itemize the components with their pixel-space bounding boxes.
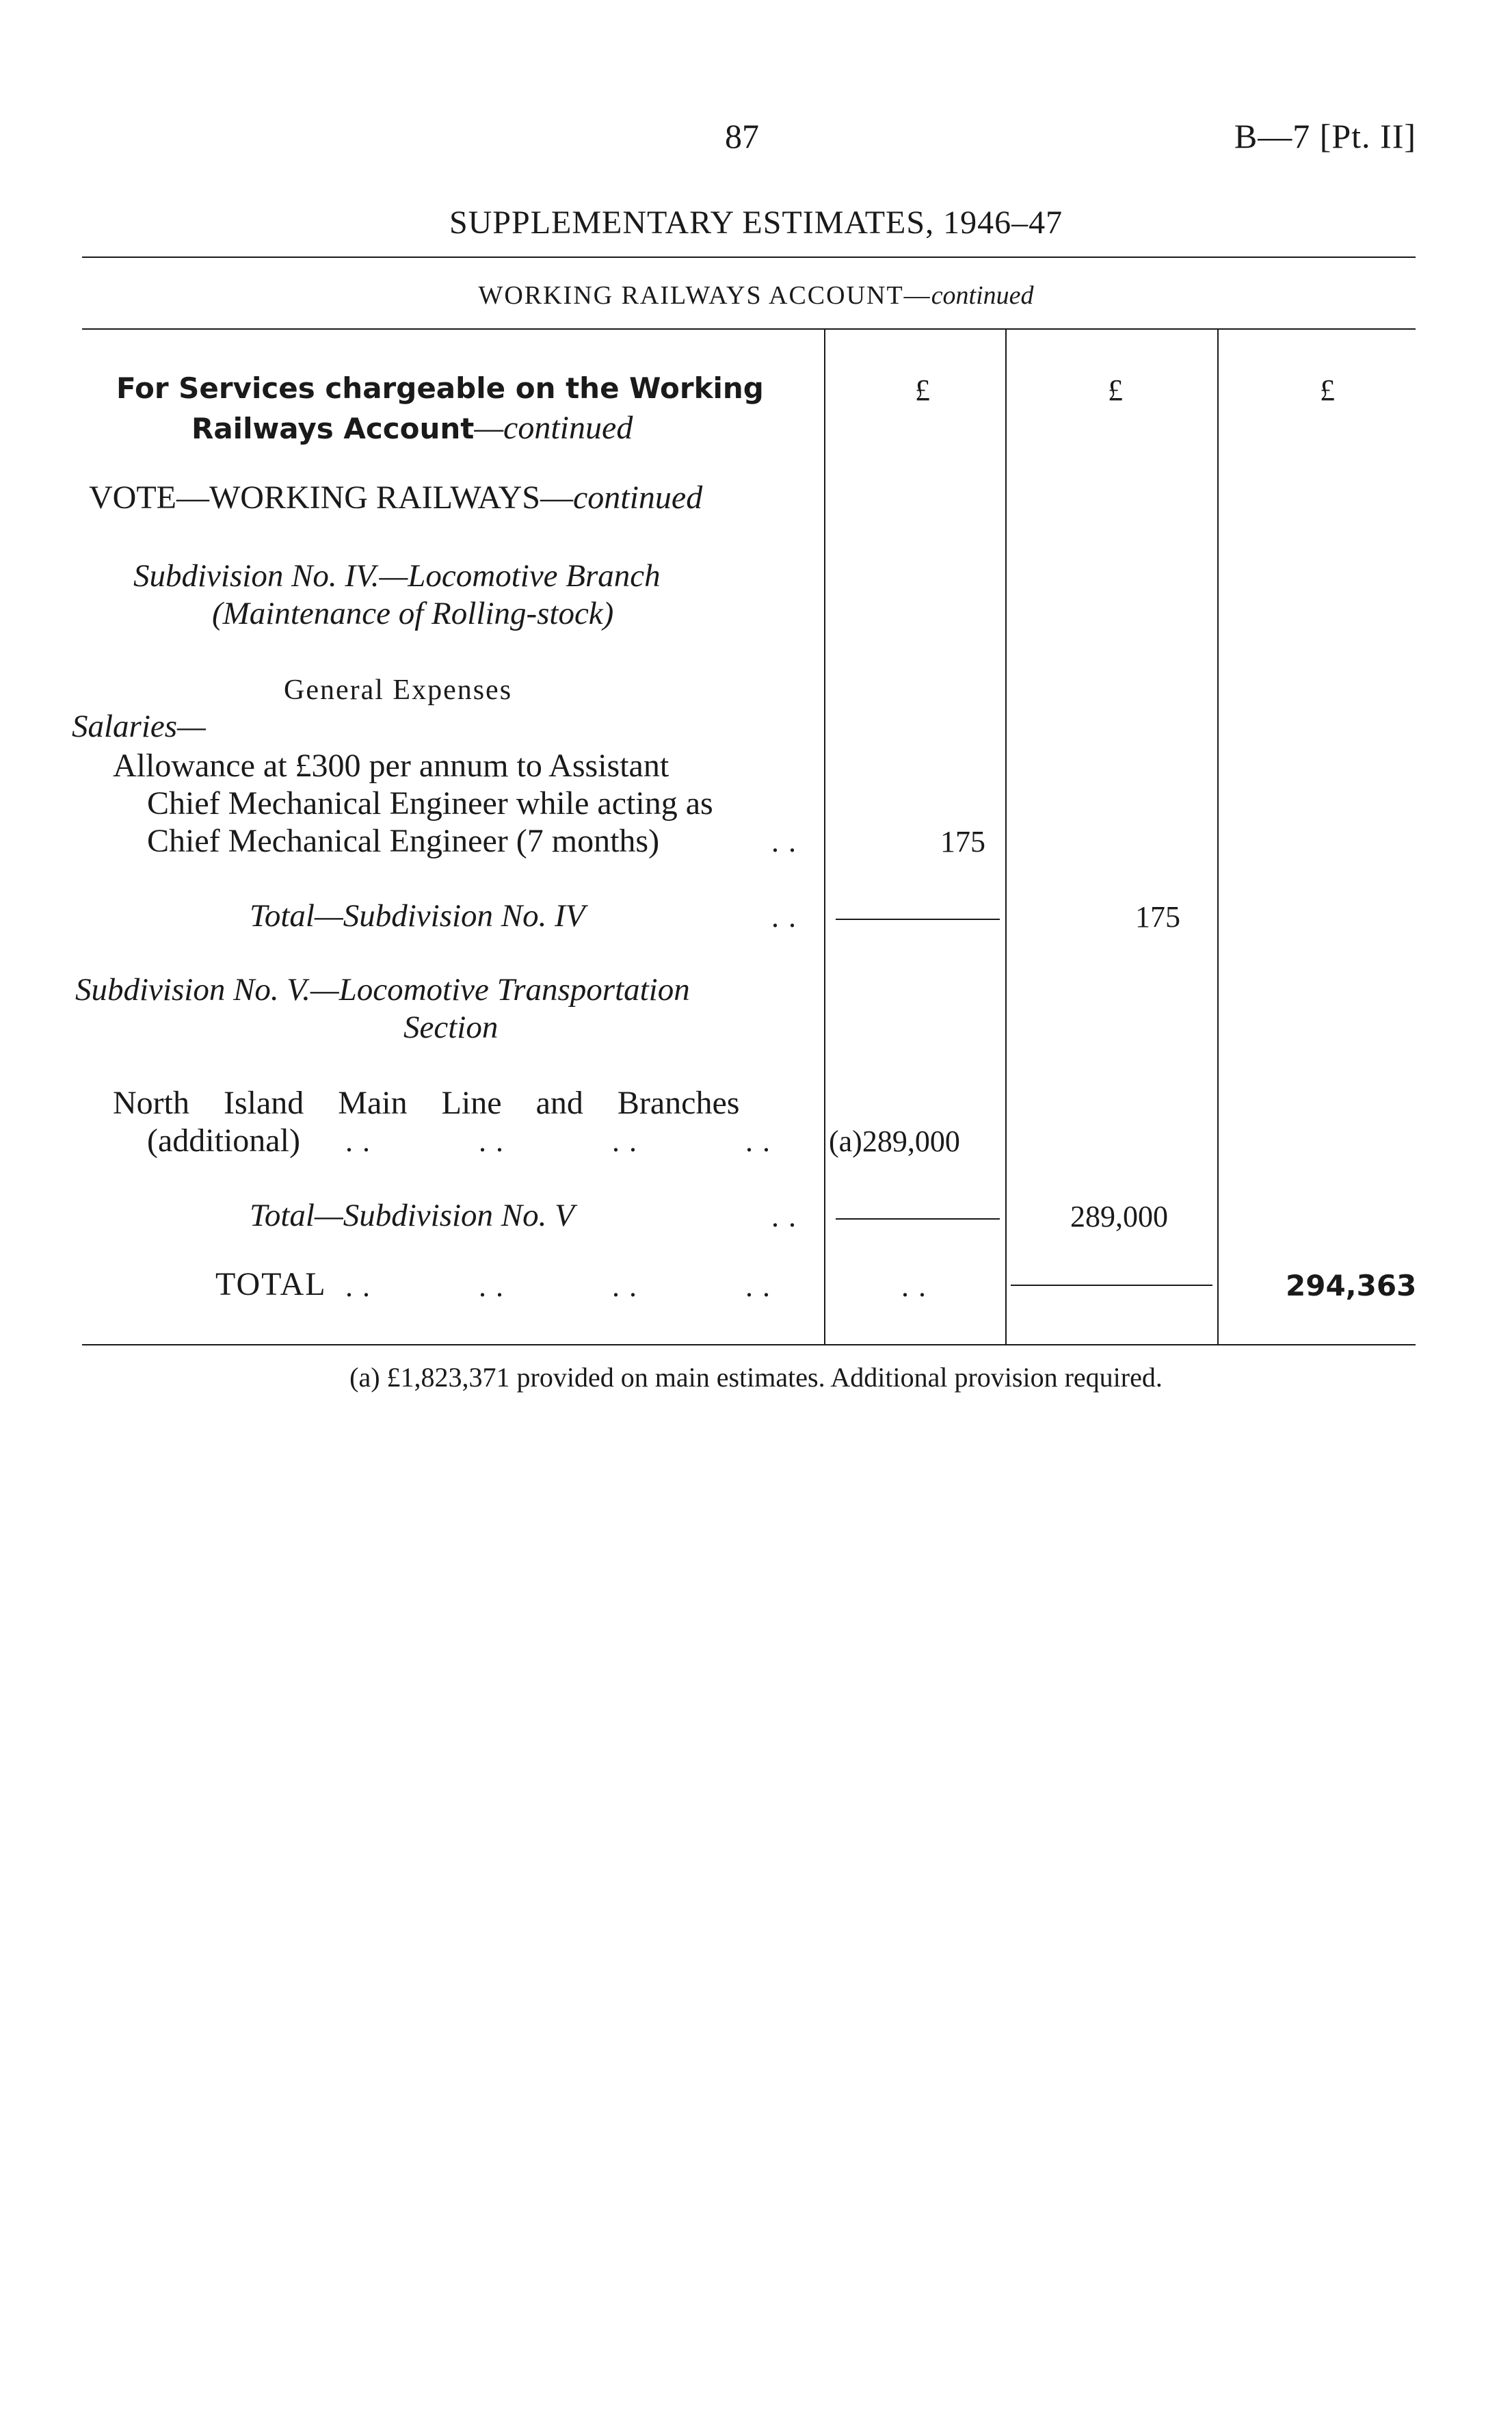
allowance-line1: Allowance at £300 per annum to Assistant <box>113 748 669 784</box>
column-header-1: £ <box>915 373 930 407</box>
subdivision-4-line2: (Maintenance of Rolling-stock) <box>212 596 614 631</box>
column-divider-3 <box>1217 330 1219 1345</box>
column-header-2: £ <box>1108 373 1123 407</box>
services-heading-line1: For Services chargeable on the Working <box>116 371 764 405</box>
column-divider-2 <box>1005 330 1007 1345</box>
document-reference: B—7 [Pt. II] <box>1234 117 1416 155</box>
services-heading-bold: Railways Account <box>191 412 475 445</box>
general-expenses-heading: General Expenses <box>284 674 513 706</box>
column-divider-1 <box>824 330 825 1345</box>
north-island-amount: (a)289,000 <box>829 1125 960 1158</box>
table-top-rule <box>82 328 1416 330</box>
subtotal-rule-5 <box>836 1218 1000 1220</box>
grand-total-amount: 294,363 <box>1286 1269 1417 1302</box>
north-island-leader-dots: .. .. .. .. <box>345 1125 780 1158</box>
subdivision-5-line1: Subdivision No. V.—Locomotive Transportation <box>75 972 690 1008</box>
footnote: (a) £1,823,371 provided on main estimates. Additional provision required. <box>349 1362 1163 1393</box>
allowance-line3: Chief Mechanical Engineer (7 months) <box>147 823 660 859</box>
vote-main: VOTE—WORKING RAILWAYS— <box>89 479 573 516</box>
page-number: 87 <box>725 117 759 155</box>
subdivision-5-line2: Section <box>403 1010 499 1045</box>
table-bottom-rule <box>82 1344 1416 1345</box>
north-island-line1: North Island Main Line and Branches <box>113 1085 740 1121</box>
services-heading-line2 <box>191 409 633 447</box>
title-rule <box>82 257 1416 258</box>
grand-total-rule <box>1011 1285 1212 1286</box>
total-subdivision-5-dots: .. <box>771 1200 806 1233</box>
grand-total-col1-dots: .. <box>901 1270 936 1303</box>
vote-heading <box>89 479 702 516</box>
subtotal-rule-4 <box>836 919 1000 920</box>
grand-total-leader-dots: .. .. .. .. <box>345 1270 780 1303</box>
north-island-line2: (additional) <box>147 1122 300 1159</box>
total-subdivision-5-label: Total—Subdivision No. V <box>250 1198 574 1233</box>
subtitle-italic: continued <box>931 281 1034 310</box>
total-subdivision-4-label: Total—Subdivision No. IV <box>250 898 585 934</box>
vote-italic: continued <box>572 479 703 516</box>
total-subdivision-5-amount: 289,000 <box>1070 1200 1168 1233</box>
allowance-line2: Chief Mechanical Engineer while acting as <box>147 785 713 822</box>
total-subdivision-4-dots: .. <box>771 900 806 934</box>
column-header-3: £ <box>1320 373 1335 407</box>
section-subtitle <box>0 280 1512 311</box>
allowance-leader-dots: .. <box>771 825 806 858</box>
total-subdivision-4-amount: 175 <box>1135 900 1180 934</box>
allowance-amount: 175 <box>940 825 985 858</box>
salaries-heading: Salaries— <box>72 709 206 744</box>
page-title: SUPPLEMENTARY ESTIMATES, 1946–47 <box>449 205 1063 241</box>
subdivision-4-line1: Subdivision No. IV.—Locomotive Branch <box>133 558 661 594</box>
grand-total-label: TOTAL <box>215 1266 327 1302</box>
services-heading-italic: —continued <box>474 410 633 446</box>
subtitle-main: WORKING RAILWAYS ACCOUNT— <box>478 281 931 310</box>
